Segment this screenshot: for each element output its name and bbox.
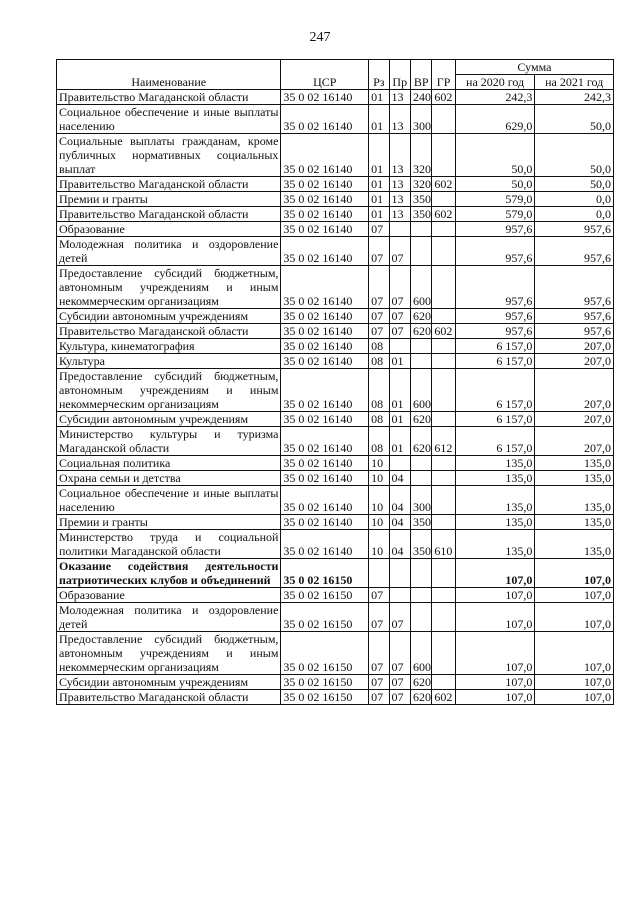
table-row xyxy=(57,207,614,222)
row-name: Социальное обеспечение и иные выплаты населению xyxy=(57,105,281,134)
row-vr: 600 xyxy=(410,266,431,309)
row-csr: 35 0 02 16140 xyxy=(281,134,369,177)
row-sum-2020: 107,0 xyxy=(455,690,535,705)
row-csr: 35 0 02 16150 xyxy=(281,559,369,588)
row-sum-2020: 107,0 xyxy=(455,603,535,632)
row-pr: 13 xyxy=(389,177,410,192)
row-rz: 08 xyxy=(369,427,389,456)
row-csr: 35 0 02 16150 xyxy=(281,632,369,675)
row-sum-2020: 6 157,0 xyxy=(455,354,535,369)
table-row xyxy=(57,471,614,486)
row-gr xyxy=(432,486,455,515)
row-vr: 240 xyxy=(410,90,431,105)
row-vr xyxy=(410,471,431,486)
table-row xyxy=(57,134,614,177)
table-row xyxy=(57,309,614,324)
row-vr xyxy=(410,339,431,354)
row-csr: 35 0 02 16140 xyxy=(281,471,369,486)
row-csr: 35 0 02 16140 xyxy=(281,339,369,354)
row-name: Образование xyxy=(57,222,281,237)
header-year-2021: на 2021 год xyxy=(535,75,614,90)
row-csr: 35 0 02 16140 xyxy=(281,222,369,237)
row-sum-2021: 50,0 xyxy=(535,134,614,177)
row-rz: 01 xyxy=(369,192,389,207)
row-vr: 300 xyxy=(410,486,431,515)
row-sum-2020: 135,0 xyxy=(455,456,535,471)
row-gr xyxy=(432,309,455,324)
table-row xyxy=(57,486,614,515)
row-csr: 35 0 02 16140 xyxy=(281,456,369,471)
row-pr: 13 xyxy=(389,192,410,207)
table-row xyxy=(57,177,614,192)
table-row xyxy=(57,632,614,675)
row-sum-2020: 135,0 xyxy=(455,486,535,515)
row-gr xyxy=(432,222,455,237)
header-rz: Рз xyxy=(369,60,389,90)
row-pr: 01 xyxy=(389,354,410,369)
row-sum-2021: 0,0 xyxy=(535,192,614,207)
row-gr xyxy=(432,675,455,690)
row-csr: 35 0 02 16140 xyxy=(281,309,369,324)
row-sum-2020: 579,0 xyxy=(455,207,535,222)
row-sum-2020: 135,0 xyxy=(455,471,535,486)
row-name: Предоставление субсидий бюджетным, автономным учреждениям и иным некоммерческим организациям xyxy=(57,369,281,412)
row-csr: 35 0 02 16150 xyxy=(281,603,369,632)
row-name: Правительство Магаданской области xyxy=(57,324,281,339)
row-name: Правительство Магаданской области xyxy=(57,207,281,222)
row-gr xyxy=(432,588,455,603)
row-sum-2020: 6 157,0 xyxy=(455,412,535,427)
row-rz: 08 xyxy=(369,369,389,412)
row-rz: 10 xyxy=(369,486,389,515)
table-row xyxy=(57,266,614,309)
row-sum-2020: 629,0 xyxy=(455,105,535,134)
header-name: Наименование xyxy=(57,60,281,90)
row-sum-2021: 50,0 xyxy=(535,105,614,134)
row-vr: 350 xyxy=(410,207,431,222)
row-vr: 620 xyxy=(410,675,431,690)
row-sum-2020: 957,6 xyxy=(455,266,535,309)
row-sum-2020: 242,3 xyxy=(455,90,535,105)
row-rz: 01 xyxy=(369,177,389,192)
table-row xyxy=(57,456,614,471)
row-csr: 35 0 02 16140 xyxy=(281,237,369,266)
table-row xyxy=(57,515,614,530)
row-csr: 35 0 02 16140 xyxy=(281,105,369,134)
row-gr: 602 xyxy=(432,690,455,705)
row-csr: 35 0 02 16140 xyxy=(281,266,369,309)
row-csr: 35 0 02 16140 xyxy=(281,515,369,530)
row-sum-2021: 957,6 xyxy=(535,222,614,237)
row-pr xyxy=(389,456,410,471)
row-sum-2021: 207,0 xyxy=(535,369,614,412)
row-pr: 07 xyxy=(389,675,410,690)
row-sum-2021: 107,0 xyxy=(535,675,614,690)
row-vr: 350 xyxy=(410,530,431,559)
row-pr: 07 xyxy=(389,690,410,705)
row-csr: 35 0 02 16140 xyxy=(281,324,369,339)
row-gr: 602 xyxy=(432,90,455,105)
row-rz: 10 xyxy=(369,515,389,530)
row-sum-2020: 6 157,0 xyxy=(455,427,535,456)
row-gr xyxy=(432,412,455,427)
row-rz: 07 xyxy=(369,309,389,324)
row-gr xyxy=(432,237,455,266)
table-row xyxy=(57,603,614,632)
row-vr: 620 xyxy=(410,309,431,324)
table-row xyxy=(57,530,614,559)
row-pr: 04 xyxy=(389,471,410,486)
row-sum-2021: 0,0 xyxy=(535,207,614,222)
header-csr: ЦСР xyxy=(281,60,369,90)
row-gr: 602 xyxy=(432,177,455,192)
row-name: Министерство труда и социальной политики Магаданской области xyxy=(57,530,281,559)
row-name: Субсидии автономным учреждениям xyxy=(57,412,281,427)
row-sum-2020: 107,0 xyxy=(455,675,535,690)
row-pr: 13 xyxy=(389,134,410,177)
row-vr: 620 xyxy=(410,427,431,456)
row-sum-2021: 207,0 xyxy=(535,354,614,369)
row-gr xyxy=(432,632,455,675)
row-gr xyxy=(432,105,455,134)
row-rz: 08 xyxy=(369,354,389,369)
row-sum-2020: 50,0 xyxy=(455,134,535,177)
row-name: Культура xyxy=(57,354,281,369)
row-sum-2021: 135,0 xyxy=(535,530,614,559)
row-sum-2020: 6 157,0 xyxy=(455,369,535,412)
header-sum: Сумма xyxy=(455,60,613,75)
row-sum-2021: 135,0 xyxy=(535,456,614,471)
row-sum-2020: 50,0 xyxy=(455,177,535,192)
row-sum-2021: 135,0 xyxy=(535,486,614,515)
row-rz: 01 xyxy=(369,105,389,134)
row-gr xyxy=(432,559,455,588)
row-name: Субсидии автономным учреждениям xyxy=(57,675,281,690)
row-rz: 10 xyxy=(369,471,389,486)
row-name: Предоставление субсидий бюджетным, автономным учреждениям и иным некоммерческим организациям xyxy=(57,632,281,675)
row-sum-2020: 107,0 xyxy=(455,588,535,603)
row-vr: 300 xyxy=(410,105,431,134)
row-sum-2020: 135,0 xyxy=(455,515,535,530)
page-number: 247 xyxy=(309,30,331,45)
row-rz: 08 xyxy=(369,339,389,354)
table-row xyxy=(57,237,614,266)
row-sum-2021: 957,6 xyxy=(535,266,614,309)
row-sum-2021: 207,0 xyxy=(535,427,614,456)
row-rz: 07 xyxy=(369,237,389,266)
row-sum-2021: 135,0 xyxy=(535,471,614,486)
row-rz: 07 xyxy=(369,588,389,603)
table-row xyxy=(57,90,614,105)
row-name: Министерство культуры и туризма Магаданской области xyxy=(57,427,281,456)
row-gr: 612 xyxy=(432,427,455,456)
row-pr xyxy=(389,559,410,588)
row-rz: 07 xyxy=(369,324,389,339)
row-name: Правительство Магаданской области xyxy=(57,177,281,192)
row-rz: 01 xyxy=(369,134,389,177)
row-csr: 35 0 02 16140 xyxy=(281,354,369,369)
row-csr: 35 0 02 16150 xyxy=(281,588,369,603)
row-name: Предоставление субсидий бюджетным, автономным учреждениям и иным некоммерческим организациям xyxy=(57,266,281,309)
row-sum-2020: 957,6 xyxy=(455,222,535,237)
row-name: Охрана семьи и детства xyxy=(57,471,281,486)
table-row xyxy=(57,339,614,354)
row-sum-2021: 107,0 xyxy=(535,690,614,705)
row-pr: 07 xyxy=(389,309,410,324)
row-rz: 10 xyxy=(369,456,389,471)
table-row xyxy=(57,412,614,427)
row-pr: 01 xyxy=(389,412,410,427)
row-pr: 07 xyxy=(389,324,410,339)
row-csr: 35 0 02 16150 xyxy=(281,675,369,690)
row-sum-2021: 957,6 xyxy=(535,324,614,339)
table-row xyxy=(57,354,614,369)
row-csr: 35 0 02 16140 xyxy=(281,192,369,207)
row-sum-2020: 107,0 xyxy=(455,559,535,588)
row-sum-2020: 957,6 xyxy=(455,324,535,339)
row-csr: 35 0 02 16140 xyxy=(281,207,369,222)
row-gr xyxy=(432,192,455,207)
row-csr: 35 0 02 16140 xyxy=(281,412,369,427)
row-sum-2021: 107,0 xyxy=(535,588,614,603)
row-name: Правительство Магаданской области xyxy=(57,690,281,705)
row-pr: 07 xyxy=(389,237,410,266)
header-vr: ВР xyxy=(410,60,431,90)
header-gr: ГР xyxy=(432,60,455,90)
row-rz: 07 xyxy=(369,675,389,690)
row-sum-2021: 207,0 xyxy=(535,339,614,354)
row-rz: 07 xyxy=(369,603,389,632)
table-row xyxy=(57,690,614,705)
row-gr: 610 xyxy=(432,530,455,559)
table-row xyxy=(57,105,614,134)
row-gr xyxy=(432,266,455,309)
row-pr: 01 xyxy=(389,369,410,412)
row-csr: 35 0 02 16140 xyxy=(281,486,369,515)
table-row xyxy=(57,588,614,603)
row-gr: 602 xyxy=(432,324,455,339)
row-pr: 13 xyxy=(389,90,410,105)
row-rz: 01 xyxy=(369,207,389,222)
row-vr xyxy=(410,559,431,588)
row-rz: 08 xyxy=(369,412,389,427)
row-gr xyxy=(432,603,455,632)
row-name: Культура, кинематография xyxy=(57,339,281,354)
row-rz: 01 xyxy=(369,90,389,105)
row-pr: 07 xyxy=(389,632,410,675)
row-pr: 07 xyxy=(389,603,410,632)
table-row xyxy=(57,427,614,456)
row-csr: 35 0 02 16140 xyxy=(281,427,369,456)
row-pr: 07 xyxy=(389,266,410,309)
row-pr: 13 xyxy=(389,207,410,222)
row-pr: 01 xyxy=(389,427,410,456)
row-sum-2020: 579,0 xyxy=(455,192,535,207)
table-row xyxy=(57,222,614,237)
row-vr xyxy=(410,237,431,266)
row-sum-2021: 135,0 xyxy=(535,515,614,530)
row-vr: 320 xyxy=(410,177,431,192)
row-vr xyxy=(410,354,431,369)
row-name: Молодежная политика и оздоровление детей xyxy=(57,603,281,632)
row-vr: 600 xyxy=(410,369,431,412)
row-pr xyxy=(389,588,410,603)
table-row xyxy=(57,675,614,690)
row-rz: 07 xyxy=(369,632,389,675)
row-pr: 04 xyxy=(389,515,410,530)
row-rz: 10 xyxy=(369,530,389,559)
row-vr xyxy=(410,588,431,603)
row-gr xyxy=(432,515,455,530)
row-vr: 600 xyxy=(410,632,431,675)
row-vr xyxy=(410,222,431,237)
row-name: Оказание содействия деятельности патриотических клубов и объединений xyxy=(57,559,281,588)
row-sum-2020: 135,0 xyxy=(455,530,535,559)
row-sum-2021: 50,0 xyxy=(535,177,614,192)
row-sum-2021: 107,0 xyxy=(535,603,614,632)
table-row xyxy=(57,192,614,207)
row-pr: 04 xyxy=(389,486,410,515)
row-sum-2021: 107,0 xyxy=(535,632,614,675)
budget-table xyxy=(56,59,614,705)
row-csr: 35 0 02 16140 xyxy=(281,530,369,559)
row-name: Социальные выплаты гражданам, кроме публичных нормативных социальных выплат xyxy=(57,134,281,177)
row-name: Образование xyxy=(57,588,281,603)
table-body xyxy=(57,90,614,705)
row-pr xyxy=(389,222,410,237)
row-name: Премии и гранты xyxy=(57,192,281,207)
header-pr: Пр xyxy=(389,60,410,90)
row-name: Субсидии автономным учреждениям xyxy=(57,309,281,324)
table-row xyxy=(57,559,614,588)
row-vr: 620 xyxy=(410,412,431,427)
row-name: Правительство Магаданской области xyxy=(57,90,281,105)
row-rz xyxy=(369,559,389,588)
header-year-2020: на 2020 год xyxy=(455,75,535,90)
row-name: Молодежная политика и оздоровление детей xyxy=(57,237,281,266)
row-pr: 04 xyxy=(389,530,410,559)
row-pr xyxy=(389,339,410,354)
row-vr: 620 xyxy=(410,324,431,339)
row-pr: 13 xyxy=(389,105,410,134)
row-name: Премии и гранты xyxy=(57,515,281,530)
row-csr: 35 0 02 16140 xyxy=(281,90,369,105)
table-row xyxy=(57,324,614,339)
table-row xyxy=(57,369,614,412)
row-sum-2021: 207,0 xyxy=(535,412,614,427)
row-sum-2021: 107,0 xyxy=(535,559,614,588)
row-sum-2020: 107,0 xyxy=(455,632,535,675)
row-gr: 602 xyxy=(432,207,455,222)
row-vr xyxy=(410,603,431,632)
row-gr xyxy=(432,471,455,486)
row-name: Социальная политика xyxy=(57,456,281,471)
row-gr xyxy=(432,339,455,354)
row-csr: 35 0 02 16140 xyxy=(281,369,369,412)
row-sum-2021: 957,6 xyxy=(535,309,614,324)
row-gr xyxy=(432,456,455,471)
row-rz: 07 xyxy=(369,266,389,309)
row-name: Социальное обеспечение и иные выплаты населению xyxy=(57,486,281,515)
row-csr: 35 0 02 16150 xyxy=(281,690,369,705)
row-vr: 620 xyxy=(410,690,431,705)
row-vr xyxy=(410,456,431,471)
row-rz: 07 xyxy=(369,222,389,237)
row-vr: 350 xyxy=(410,192,431,207)
row-sum-2020: 957,6 xyxy=(455,309,535,324)
row-sum-2020: 957,6 xyxy=(455,237,535,266)
row-sum-2021: 957,6 xyxy=(535,237,614,266)
row-sum-2020: 6 157,0 xyxy=(455,339,535,354)
row-gr xyxy=(432,369,455,412)
row-csr: 35 0 02 16140 xyxy=(281,177,369,192)
row-rz: 07 xyxy=(369,690,389,705)
row-gr xyxy=(432,134,455,177)
row-vr: 350 xyxy=(410,515,431,530)
row-sum-2021: 242,3 xyxy=(535,90,614,105)
row-gr xyxy=(432,354,455,369)
row-vr: 320 xyxy=(410,134,431,177)
